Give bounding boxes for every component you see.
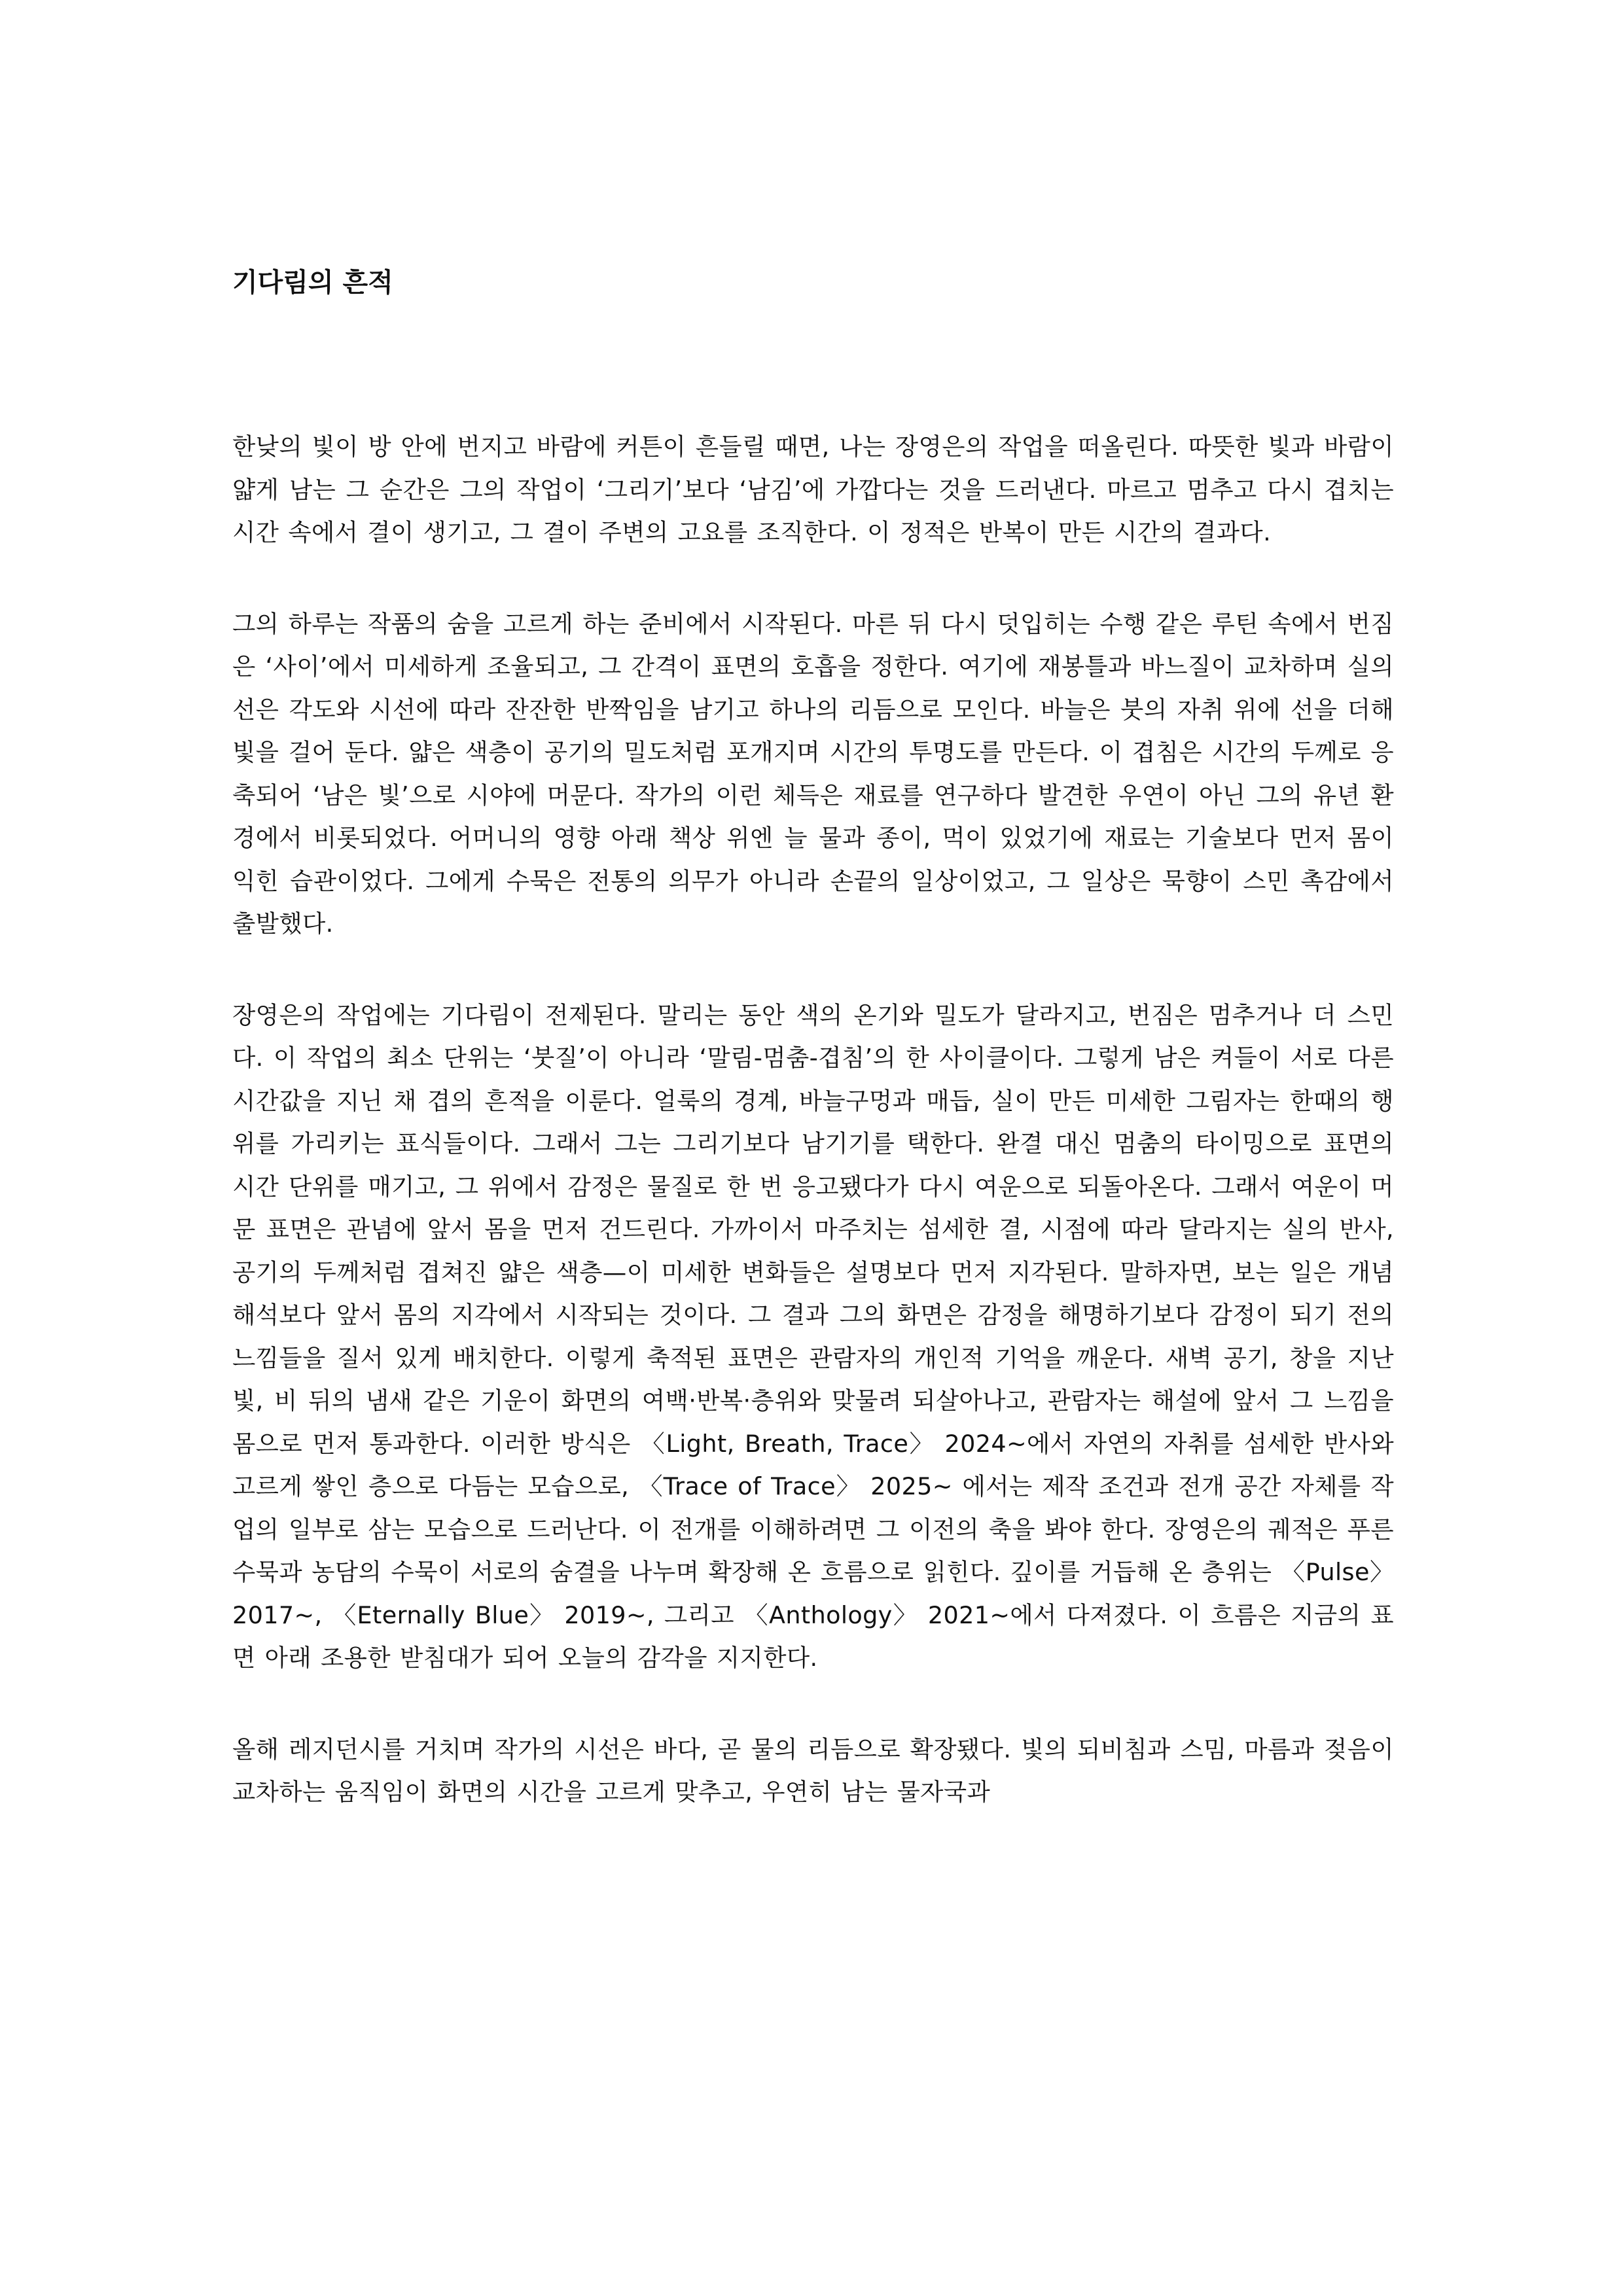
document-body bbox=[232, 425, 1394, 1814]
paragraph-3: 장영은의 작업에는 기다림이 전제된다. 말리는 동안 색의 온기와 밀도가 달라지고, 번짐은 멈추거나 더 스민다. 이 작업의 최소 단위는 ‘붓질’이 아니라 ‘말림-멈춤-겹침’의 한 사이클이다. 그렇게 남은 켜들이 서로 다른 시간값을 지닌 채 겹의 흔적을 이룬다. 얼룩의 경계, 바늘구멍과 매듭, 실이 만든 미세한 그림자는 한때의 행위를 가리키는 표식들이다. 그래서 그는 그리기보다 남기기를 택한다. 완결 대신 멈춤의 타이밍으로 표면의 시간 단위를 매기고, 그 위에서 감정은 물질로 한 번 응고됐다가 다시 여운으로 되돌아온다. 그래서 여운이 머문 표면은 관념에 앞서 몸을 먼저 건드린다. 가까이서 마주치는 섬세한 결, 시점에 따라 달라지는 실의 반사, 공기의 두께처럼 겹쳐진 얇은 색층—이 미세한 변화들은 설명보다 먼저 지각된다. 말하자면, 보는 일은 개념 해석보다 앞서 몸의 지각에서 시작되는 것이다. 그 결과 그의 화면은 감정을 해명하기보다 감정이 되기 전의 느낌들을 질서 있게 배치한다. 이렇게 축적된 표면은 관람자의 개인적 기억을 깨운다. 새벽 공기, 창을 지난 빛, 비 뒤의 냄새 같은 기운이 화면의 여백·반복·층위와 맞물려 되살아나고, 관람자는 해설에 앞서 그 느낌을 몸으로 먼저 통과한다. 이러한 방식은 〈Light, Breath, Trace〉 2024~에서 자연의 자취를 섬세한 반사와 고르게 쌓인 층으로 다듬는 모습으로, 〈Trace of Trace〉 2025~ 에서는 제작 조건과 전개 공간 자체를 작업의 일부로 삼는 모습으로 드러난다. 이 전개를 이해하려면 그 이전의 축을 봐야 한다. 장영은의 궤적은 푸른 수묵과 농담의 수묵이 서로의 숨결을 나누며 확장해 온 흐름으로 읽힌다. 깊이를 거듭해 온 층위는 〈Pulse〉 2017~, 〈Eternally Blue〉 2019~, 그리고 〈Anthology〉 2021~에서 다져졌다. 이 흐름은 지금의 표면 아래 조용한 받침대가 되어 오늘의 감각을 지지한다. bbox=[232, 1000, 1394, 1672]
paragraph-1: 한낮의 빛이 방 안에 번지고 바람에 커튼이 흔들릴 때면, 나는 장영은의 작업을 떠올린다. 따뜻한 빛과 바람이 얇게 남는 그 순간은 그의 작업이 ‘그리기’보다 ‘남김’에 가깝다는 것을 드러낸다. 마르고 멈추고 다시 겹치는 시간 속에서 결이 생기고, 그 결이 주변의 고요를 조직한다. 이 정적은 반복이 만든 시간의 결과다. bbox=[232, 433, 1394, 546]
paragraph-2: 그의 하루는 작품의 숨을 고르게 하는 준비에서 시작된다. 마른 뒤 다시 덧입히는 수행 같은 루틴 속에서 번짐은 ‘사이’에서 미세하게 조율되고, 그 간격이 표면의 호흡을 정한다. 여기에 재봉틀과 바느질이 교차하며 실의 선은 각도와 시선에 따라 잔잔한 반짝임을 남기고 하나의 리듬으로 모인다. 바늘은 붓의 자취 위에 선을 더해 빛을 걸어 둔다. 얇은 색층이 공기의 밀도처럼 포개지며 시간의 투명도를 만든다. 이 겹침은 시간의 두께로 응축되어 ‘남은 빛’으로 시야에 머문다. 작가의 이런 체득은 재료를 연구하다 발견한 우연이 아닌 그의 유년 환경에서 비롯되었다. 어머니의 영향 아래 책상 위엔 늘 물과 종이, 먹이 있었기에 재료는 기술보다 먼저 몸이 익힌 습관이었다. 그에게 수묵은 전통의 의무가 아니라 손끝의 일상이었고, 그 일상은 묵향이 스민 촉감에서 출발했다. bbox=[232, 609, 1394, 938]
document-title: 기다림의 흔적 bbox=[232, 268, 393, 298]
paragraph-4: 올해 레지던시를 거치며 작가의 시선은 바다, 곧 물의 리듬으로 확장됐다. 빛의 되비침과 스밈, 마름과 젖음이 교차하는 움직임이 화면의 시간을 고르게 맞추고, 우연히 남는 물자국과 bbox=[232, 1735, 1394, 1806]
